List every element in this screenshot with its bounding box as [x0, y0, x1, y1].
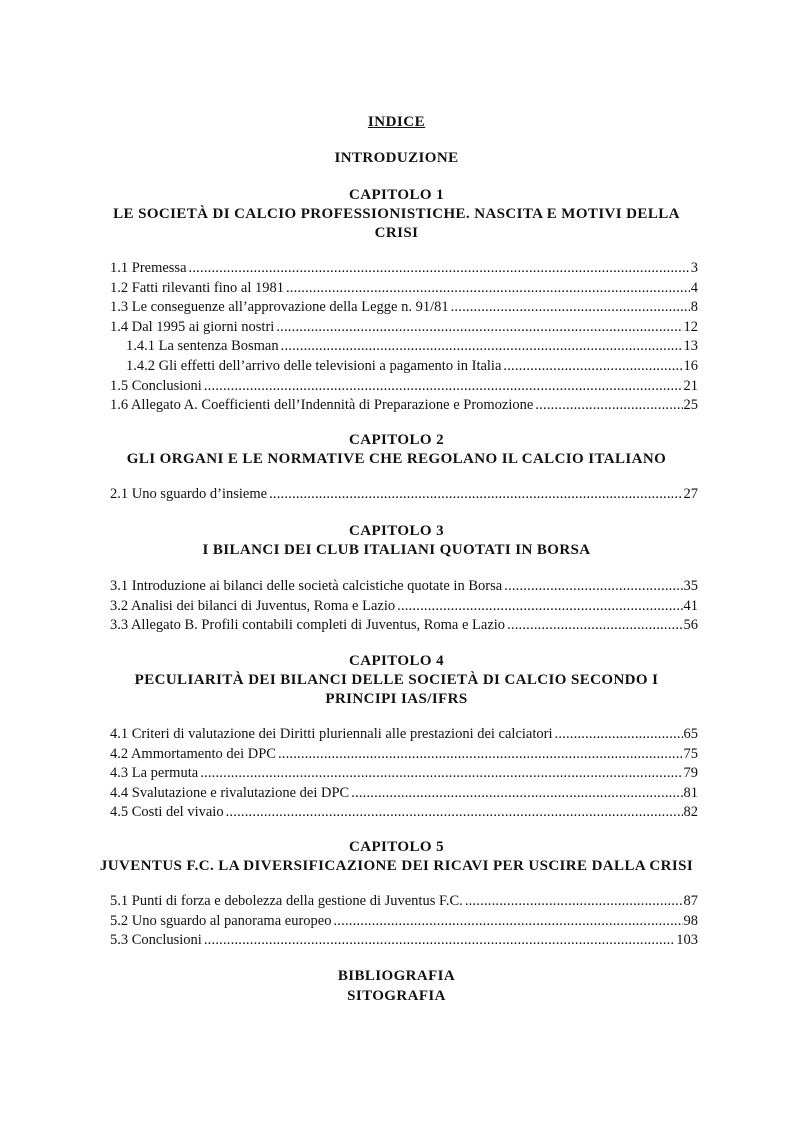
bibliography-heading: BIBLIOGRAFIA [337, 968, 456, 984]
dot-leader [269, 486, 682, 503]
chapter-4-heading [0, 652, 793, 709]
toc-entry-page: 4 [690, 279, 698, 296]
dot-leader [276, 319, 682, 336]
introduction-heading: INTRODUZIONE [334, 150, 459, 166]
toc-entry-label: 4.5 Costi del vivaio [110, 804, 224, 821]
toc-entry[interactable] [110, 785, 698, 805]
dot-leader [535, 397, 682, 414]
toc-entry[interactable] [110, 598, 698, 618]
toc-entry-page: 41 [683, 597, 698, 614]
toc-entry-label: 3.1 Introduzione ai bilanci delle società calcistiche quotate in Borsa [110, 578, 503, 594]
toc-entry-label: 5.2 Uno sguardo al panorama europeo [110, 912, 332, 929]
chapter-2-entries [110, 486, 698, 506]
toc-entry-page: 12 [683, 318, 698, 335]
toc-entry-page: 35 [683, 578, 698, 594]
chapter-number: CAPITOLO 1 [349, 187, 444, 203]
toc-entry[interactable] [110, 578, 698, 598]
chapter-number: CAPITOLO 2 [349, 432, 444, 448]
toc-entry-label: 2.1 Uno sguardo d’insieme [110, 486, 268, 502]
toc-entry-label: 1.4.1 La sentenza Bosman [126, 338, 279, 355]
toc-entry-label: 4.4 Svalutazione e rivalutazione dei DPC [110, 784, 350, 801]
toc-entry[interactable] [110, 932, 698, 952]
toc-entry-label: 3.3 Allegato B. Profili contabili completi di Juventus, Roma e Lazio [110, 617, 506, 634]
toc-entry[interactable] [110, 280, 698, 300]
chapter-title: GLI ORGANI E LE NORMATIVE CHE REGOLANO IL CALCIO ITALIANO [126, 451, 667, 467]
toc-entry-page: 56 [683, 617, 698, 634]
toc-entry-page: 81 [683, 784, 698, 801]
toc-entry-label: 1.5 Conclusioni [110, 377, 202, 394]
toc-entry-page: 13 [683, 338, 698, 355]
toc-entry-label: 1.6 Allegato A. Coefficienti dell’Indennità di Preparazione e Promozione [110, 397, 534, 414]
toc-entry-label: 1.4.2 Gli effetti dell’arrivo delle televisioni a pagamento in Italia [126, 357, 502, 374]
chapter-title: JUVENTUS F.C. LA DIVERSIFICAZIONE DEI RICAVI PER USCIRE DALLA CRISI [99, 858, 694, 874]
toc-entry[interactable] [110, 486, 698, 506]
toc-entry-page: 82 [683, 804, 698, 821]
dot-leader [504, 578, 682, 595]
toc-entry[interactable] [110, 299, 698, 319]
dot-leader [351, 785, 682, 802]
toc-entry[interactable] [110, 726, 698, 746]
dot-leader [204, 378, 683, 395]
toc-entry-label: 5.1 Punti di forza e debolezza della gestione di Juventus F.C. [110, 893, 463, 909]
chapter-1-entries [110, 260, 698, 417]
chapter-title: PECULIARITÀ DEI BILANCI DELLE SOCIETÀ DI CALCIO SECONDO I PRINCIPI IAS/IFRS [134, 672, 659, 707]
dot-leader [465, 893, 683, 910]
toc-entry-label: 4.1 Criteri di valutazione dei Diritti pluriennali alle prestazioni dei calciatori [110, 726, 553, 742]
chapter-number: CAPITOLO 4 [349, 653, 444, 669]
dot-leader [555, 726, 683, 743]
toc-entry-label: 4.3 La permuta [110, 765, 199, 782]
dot-leader [397, 598, 682, 615]
toc-entry-label: 1.3 Le conseguenze all’approvazione della Legge n. 91/81 [110, 299, 449, 316]
toc-entry-page: 87 [683, 893, 698, 909]
dot-leader [189, 260, 690, 277]
toc-entry-label: 5.3 Conclusioni [110, 932, 202, 949]
toc-entry[interactable] [110, 913, 698, 933]
chapter-2-heading [0, 431, 793, 469]
dot-leader [278, 746, 683, 763]
dot-leader [226, 804, 683, 821]
toc-entry-page: 3 [690, 260, 698, 276]
toc-entry[interactable] [110, 319, 698, 339]
dot-leader [507, 617, 682, 634]
toc-subentry[interactable] [110, 338, 698, 358]
dot-leader [204, 932, 675, 949]
toc-entry[interactable] [110, 260, 698, 280]
chapter-4-entries [110, 726, 698, 824]
dot-leader [281, 338, 683, 355]
toc-entry-page: 79 [683, 765, 698, 782]
chapter-3-entries [110, 578, 698, 637]
toc-entry-page: 16 [683, 357, 698, 374]
dot-leader [200, 765, 682, 782]
toc-entry[interactable] [110, 893, 698, 913]
toc-entry[interactable] [110, 378, 698, 398]
toc-entry-page: 75 [683, 745, 698, 762]
toc-entry-label: 3.2 Analisi dei bilanci di Juventus, Roma e Lazio [110, 597, 396, 614]
chapter-title: LE SOCIETÀ DI CALCIO PROFESSIONISTICHE. NASCITA E MOTIVI DELLA CRISI [113, 206, 680, 241]
toc-entry-page: 103 [676, 932, 698, 949]
toc-entry-page: 27 [683, 486, 698, 502]
toc-entry-label: 1.2 Fatti rilevanti fino al 1981 [110, 279, 284, 296]
sitography-heading: SITOGRAFIA [347, 988, 446, 1004]
dot-leader [333, 913, 682, 930]
toc-entry-page: 25 [683, 397, 698, 414]
chapter-3-heading [0, 522, 793, 560]
index-title: INDICE [367, 114, 426, 130]
toc-entry-page: 21 [683, 377, 698, 394]
toc-entry-page: 65 [683, 726, 698, 742]
toc-subentry[interactable] [110, 358, 698, 378]
chapter-number: CAPITOLO 5 [349, 839, 444, 855]
toc-entry[interactable] [110, 746, 698, 766]
chapter-number: CAPITOLO 3 [349, 523, 444, 539]
chapter-1-heading [0, 186, 793, 243]
dot-leader [451, 299, 690, 316]
toc-entry-page: 98 [683, 912, 698, 929]
toc-entry-page: 8 [690, 299, 698, 316]
toc-entry[interactable] [110, 765, 698, 785]
toc-entry-label: 4.2 Ammortamento dei DPC [110, 745, 276, 762]
toc-entry[interactable] [110, 617, 698, 637]
chapter-5-entries [110, 893, 698, 952]
chapter-5-heading [0, 838, 793, 876]
toc-entry-label: 1.4 Dal 1995 ai giorni nostri [110, 318, 275, 335]
toc-entry[interactable] [110, 397, 698, 417]
dot-leader [286, 280, 690, 297]
chapter-title: I BILANCI DEI CLUB ITALIANI QUOTATI IN BORSA [202, 542, 591, 558]
toc-entry-label: 1.1 Premessa [110, 260, 187, 276]
toc-entry[interactable] [110, 804, 698, 824]
dot-leader [503, 358, 682, 375]
